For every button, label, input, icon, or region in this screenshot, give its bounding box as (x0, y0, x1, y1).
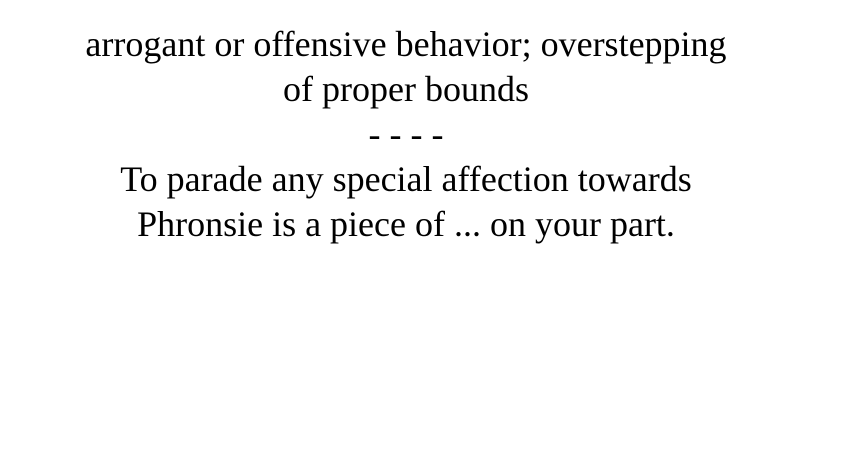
definition-line-2: of proper bounds (283, 69, 529, 109)
card-content (0, 22, 812, 247)
separator: - - - - (368, 114, 444, 154)
example-line-2: Phronsie is a piece of ... on your part. (137, 204, 675, 244)
definition-line-1: arrogant or offensive behavior; overstepping (85, 24, 727, 64)
example-line-1: To parade any special affection towards (120, 159, 692, 199)
